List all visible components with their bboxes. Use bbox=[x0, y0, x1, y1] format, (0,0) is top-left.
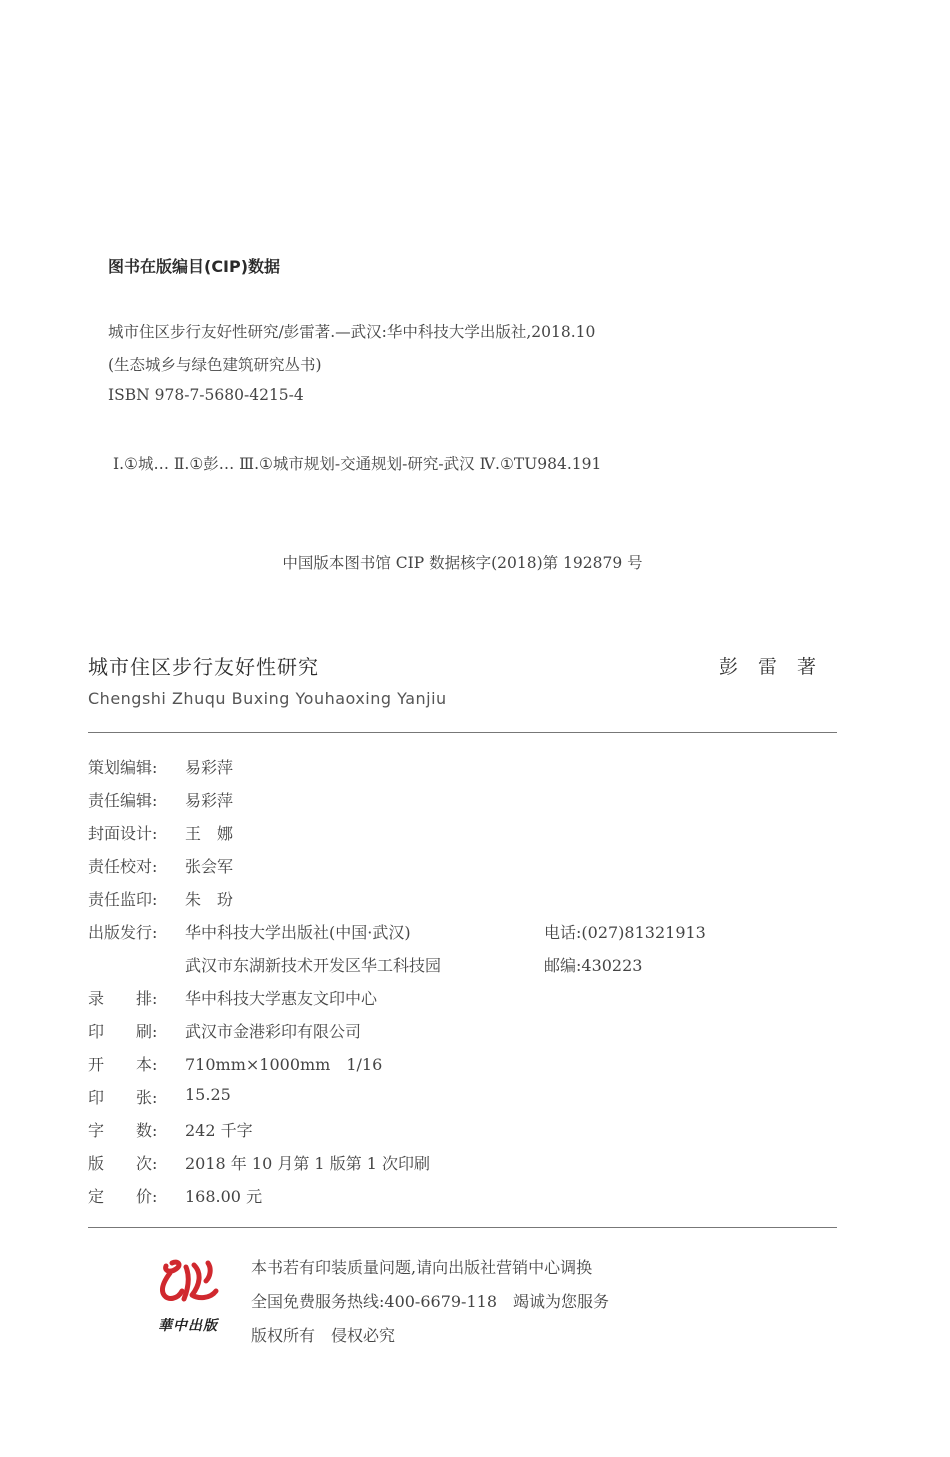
cip-bibliographic-line: 城市住区步行友好性研究/彭雷著.—武汉:华中科技大学出版社,2018.10 bbox=[108, 323, 596, 341]
cip-classification: Ⅰ.①城… Ⅱ.①彭… Ⅲ.①城市规划-交通规划-研究-武汉 Ⅳ.①TU984.191 bbox=[113, 455, 602, 473]
info-label: 责任监印: bbox=[88, 890, 158, 909]
info-label: 策划编辑: bbox=[88, 758, 158, 777]
info-label: 录 排: bbox=[88, 989, 158, 1008]
info-label: 责任编辑: bbox=[88, 791, 158, 810]
info-value: 2018 年 10 月第 1 版第 1 次印刷 bbox=[185, 1154, 431, 1173]
info-value: 易彩萍 bbox=[185, 758, 234, 777]
publisher-postcode: 邮编:430223 bbox=[544, 956, 643, 975]
cip-verification: 中国版本图书馆 CIP 数据核字(2018)第 192879 号 bbox=[282, 554, 643, 572]
publisher-phone: 电话:(027)81321913 bbox=[544, 923, 706, 942]
info-label: 定 价: bbox=[88, 1187, 158, 1206]
info-value: 华中科技大学惠友文印中心 bbox=[185, 989, 378, 1008]
info-label: 出版发行: bbox=[88, 923, 158, 942]
info-value: 华中科技大学出版社(中国·武汉) bbox=[185, 923, 411, 942]
publisher-logo bbox=[150, 1255, 230, 1345]
footer-copyright: 版权所有 侵权必究 bbox=[251, 1326, 396, 1345]
info-value: 15.25 bbox=[185, 1085, 231, 1104]
publisher-address: 武汉市东湖新技术开发区华工科技园 bbox=[185, 956, 442, 975]
info-value: 710mm×1000mm 1/16 bbox=[185, 1055, 383, 1074]
bottom-divider bbox=[88, 1227, 837, 1228]
info-label: 开 本: bbox=[88, 1055, 158, 1074]
info-label: 责任校对: bbox=[88, 857, 158, 876]
book-title: 城市住区步行友好性研究 bbox=[88, 655, 319, 679]
footer-quality-notice: 本书若有印装质量问题,请向出版社营销中心调换 bbox=[251, 1258, 593, 1277]
info-value: 武汉市金港彩印有限公司 bbox=[185, 1022, 362, 1041]
info-value: 168.00 元 bbox=[185, 1187, 263, 1206]
cip-heading: 图书在版编目(CIP)数据 bbox=[108, 257, 281, 276]
info-value: 易彩萍 bbox=[185, 791, 234, 810]
logo-text: 華中出版 bbox=[158, 1318, 218, 1334]
info-label: 印 刷: bbox=[88, 1022, 158, 1041]
footer-hotline: 全国免费服务热线:400-6679-118 竭诚为您服务 bbox=[251, 1292, 610, 1311]
cip-isbn: ISBN 978-7-5680-4215-4 bbox=[108, 386, 304, 404]
info-value: 王 娜 bbox=[185, 824, 234, 843]
top-divider bbox=[88, 732, 837, 733]
info-label: 字 数: bbox=[88, 1121, 158, 1140]
info-label: 封面设计: bbox=[88, 824, 158, 843]
info-label: 版 次: bbox=[88, 1154, 158, 1173]
info-value: 张会军 bbox=[185, 857, 234, 876]
book-title-pinyin: Chengshi Zhuqu Buxing Youhaoxing Yanjiu bbox=[88, 689, 447, 708]
info-label: 印 张: bbox=[88, 1088, 158, 1107]
book-author: 彭雷著 bbox=[718, 656, 836, 678]
cip-series-line: (生态城乡与绿色建筑研究丛书) bbox=[108, 356, 322, 374]
info-value: 朱 玢 bbox=[185, 890, 234, 909]
info-value: 242 千字 bbox=[185, 1121, 253, 1140]
